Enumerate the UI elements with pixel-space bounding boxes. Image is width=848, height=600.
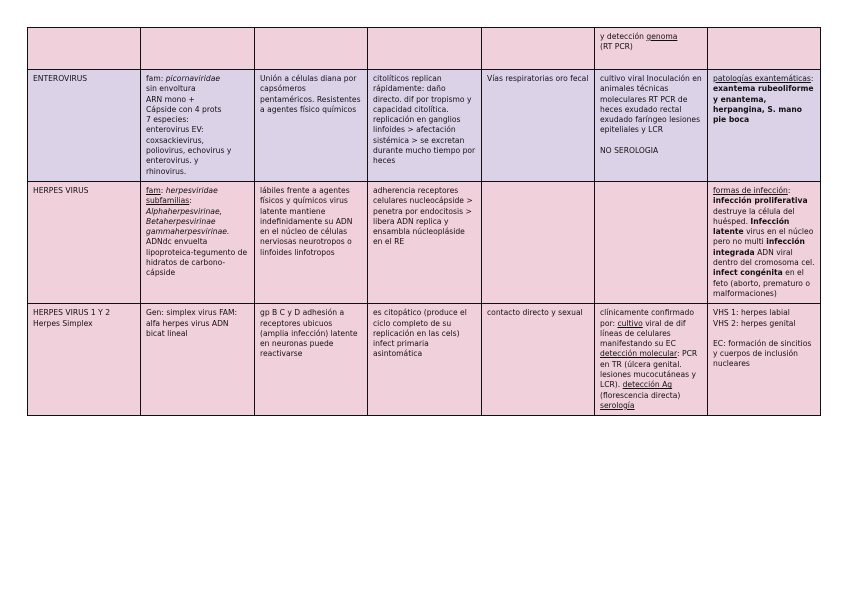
cell-properties: lábiles frente a agentes físicos y químicos virus latente mantiene indefinidamente su ADN en el núcleo de células nerviosas neurotropos o linfoides linfotropos	[255, 181, 368, 303]
cell-virus-name: HERPES VIRUS	[28, 181, 141, 303]
cell-top-diagnosis: y detección genoma (RT PCR)	[595, 28, 708, 70]
cell-diagnosis: cultivo viral Inoculación en animales técnicas moleculares RT PCR de heces exudado rectal exudado faríngeo lesiones epiteliales y LCR NO SEROLOGIA	[595, 70, 708, 182]
cell-top-1	[28, 28, 141, 70]
cell-properties: gp B C y D adhesión a receptores ubicuos (amplia infección) latente en neuronas puede reactivarse	[255, 304, 368, 416]
cell-top-7	[708, 28, 821, 70]
cell-clinical: patologías exantemáticas: exantema rubeoliforme y enantema, herpangina, S. mano pie boca	[708, 70, 821, 182]
cell-pathogenesis: adherencia receptores celulares nucleocápside > penetra por endocitosis > libera ADN replica y ensambla núcleopláside en el RE	[368, 181, 482, 303]
table-row-herpesvirus	[28, 181, 821, 303]
cell-classification: Gen: simplex virus FAM: alfa herpes virus ADN bicat lineal	[141, 304, 255, 416]
virus-table	[27, 27, 821, 416]
document-page	[27, 27, 820, 416]
cell-properties: Unión a células diana por capsómeros pentaméricos. Resistentes a agentes físico químicos	[255, 70, 368, 182]
cell-virus-name: HERPES VIRUS 1 Y 2 Herpes Simplex	[28, 304, 141, 416]
cell-top-2	[141, 28, 255, 70]
cell-top-3	[255, 28, 368, 70]
cell-clinical: VHS 1: herpes labial VHS 2: herpes genital EC: formación de sincitios y cuerpos de inclusión nucleares	[708, 304, 821, 416]
cell-diagnosis: clínicamente confirmado por: cultivo viral de dif líneas de celulares manifestando su EC detección molecular: PCR en TR (úlcera genital. lesiones mucocutáneas y LCR). detección Ag (florescencia directa) serología	[595, 304, 708, 416]
cell-classification: fam: herpesviridae subfamilias: Alphaherpesvirinae, Betaherpesvirinae gammaherpesvirinae. ADNdc envuelta lipoproteica-tegumento de hidratos de carbono- cápside	[141, 181, 255, 303]
table-row-top	[28, 28, 821, 70]
cell-top-4	[368, 28, 482, 70]
table-row-enterovirus	[28, 70, 821, 182]
cell-diagnosis	[595, 181, 708, 303]
cell-transmission	[482, 181, 595, 303]
cell-classification: fam: picornaviridae sin envoltura ARN mono + Cápside con 4 prots 7 especies: enterovirus EV: coxsackievirus, poliovirus, echovirus y enterovirus. y rhinovirus.	[141, 70, 255, 182]
table-row-herpes-simplex	[28, 304, 821, 416]
cell-transmission: Vías respiratorias oro fecal	[482, 70, 595, 182]
cell-virus-name: ENTEROVIRUS	[28, 70, 141, 182]
cell-transmission: contacto directo y sexual	[482, 304, 595, 416]
cell-clinical: formas de infección: infección proliferativa destruye la célula del huésped. Infección latente virus en el núcleo pero no multi infección integrada ADN viral dentro del cromosoma cel. infect congénita en el feto (aborto, prematuro o malformaciones)	[708, 181, 821, 303]
cell-pathogenesis: citolíticos replican rápidamente: daño directo. dif por tropismo y capacidad citolítica. replicación en ganglios linfoides > afectación sistémica > se excretan durante mucho tiempo por heces	[368, 70, 482, 182]
cell-top-5	[482, 28, 595, 70]
cell-pathogenesis: es citopático (produce el ciclo completo de su replicación en las cels) infect primaria asintomática	[368, 304, 482, 416]
